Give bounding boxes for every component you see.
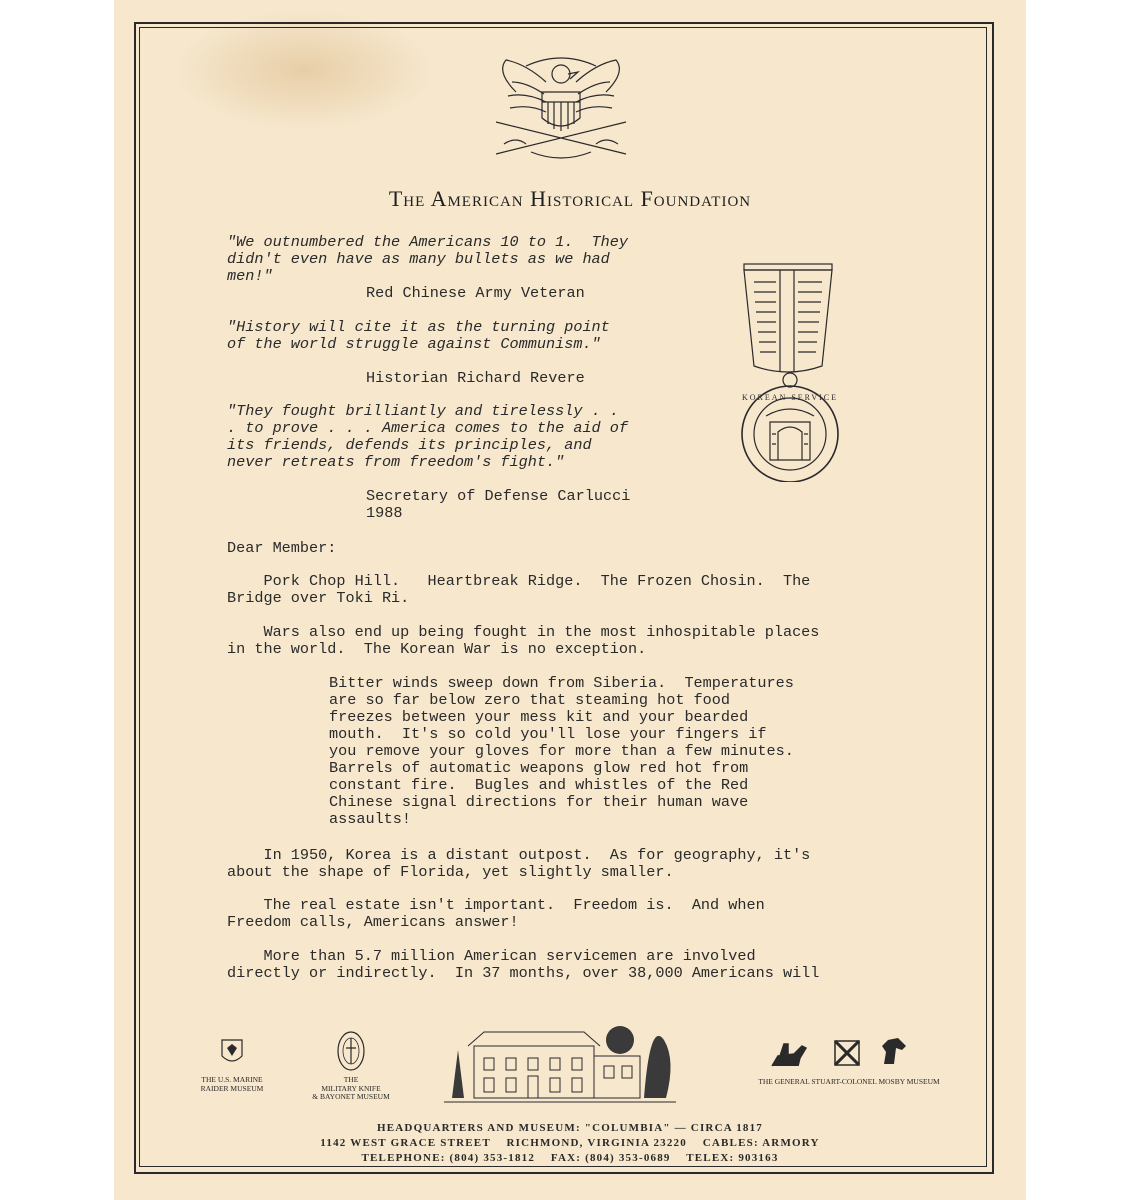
page-title: The American Historical Foundation [388, 186, 752, 211]
letter-page [114, 0, 1026, 1200]
quote-1-attribution: Red Chinese Army Veteran [366, 284, 585, 302]
paragraph-3-indented: Bitter winds sweep down from Siberia. Temperatures are so far below zero that steaming hot food freezes between your mess kit and your bearded mouth. It's so cold you'll lose your fingers if you remove your gloves for more than a few minutes. Barrels of automatic weapons glow red hot from constant fire. Bugles and whistles of the Red Chinese signal directions for their human wave assaults! [329, 674, 794, 828]
horse-head-icon [878, 1036, 908, 1066]
korean-service-medal-icon [736, 262, 846, 482]
address-contact: TELEPHONE: (804) 353-1812 FAX: (804) 353-0689 TELEX: 903163 [361, 1152, 779, 1164]
salutation: Dear Member: [227, 539, 337, 557]
address-street: 1142 WEST GRACE STREET RICHMOND, VIRGINIA 23220 CABLES: ARMORY [320, 1137, 820, 1149]
marine-raider-shield-icon [220, 1038, 244, 1068]
paragraph-6: More than 5.7 million American servicemen are involved directly or indirectly. In 37 months, over 38,000 Americans will [227, 947, 820, 982]
quote-2: "History will cite it as the turning point of the world struggle against Communism." [227, 318, 610, 353]
quote-3-attribution: Secretary of Defense Carlucci 1988 [366, 487, 631, 522]
paragraph-5: The real estate isn't important. Freedom is. And when Freedom calls, Americans answer! [227, 896, 765, 931]
address-headquarters: HEADQUARTERS AND MUSEUM: "COLUMBIA" — CIRCA 1817 [377, 1122, 763, 1134]
knife-bayonet-museum-seal-icon [336, 1030, 366, 1072]
confederate-flag-icon [834, 1040, 860, 1066]
paragraph-4: In 1950, Korea is a distant outpost. As for geography, it's about the shape of Florida, yet slightly smaller. [227, 846, 811, 881]
columbia-headquarters-building-icon [444, 1010, 676, 1108]
quote-3: "They fought brilliantly and tirelessly . . . to prove . . . America comes to the aid of its friends, defends its principles, and never retreats from freedom's fight." [227, 402, 629, 471]
quote-1: "We outnumbered the Americans 10 to 1. They didn't even have as many bullets as we had men!" [227, 233, 629, 285]
medal-inscription: KOREAN SERVICE [741, 393, 839, 402]
marine-raider-museum-label: THE U.S. MARINE RAIDER MUSEUM [200, 1075, 264, 1093]
cavalry-rider-icon [768, 1038, 808, 1070]
eagle-seal-icon [486, 52, 636, 170]
paragraph-2: Wars also end up being fought in the most inhospitable places in the world. The Korean War is no exception. [227, 623, 820, 658]
quote-2-attribution: Historian Richard Revere [366, 369, 585, 387]
stuart-mosby-museum-label: THE GENERAL STUART-COLONEL MOSBY MUSEUM [758, 1077, 940, 1086]
paragraph-1: Pork Chop Hill. Heartbreak Ridge. The Frozen Chosin. The Bridge over Toki Ri. [227, 572, 811, 607]
knife-bayonet-museum-label: THE MILITARY KNIFE & BAYONET MUSEUM [312, 1075, 390, 1101]
